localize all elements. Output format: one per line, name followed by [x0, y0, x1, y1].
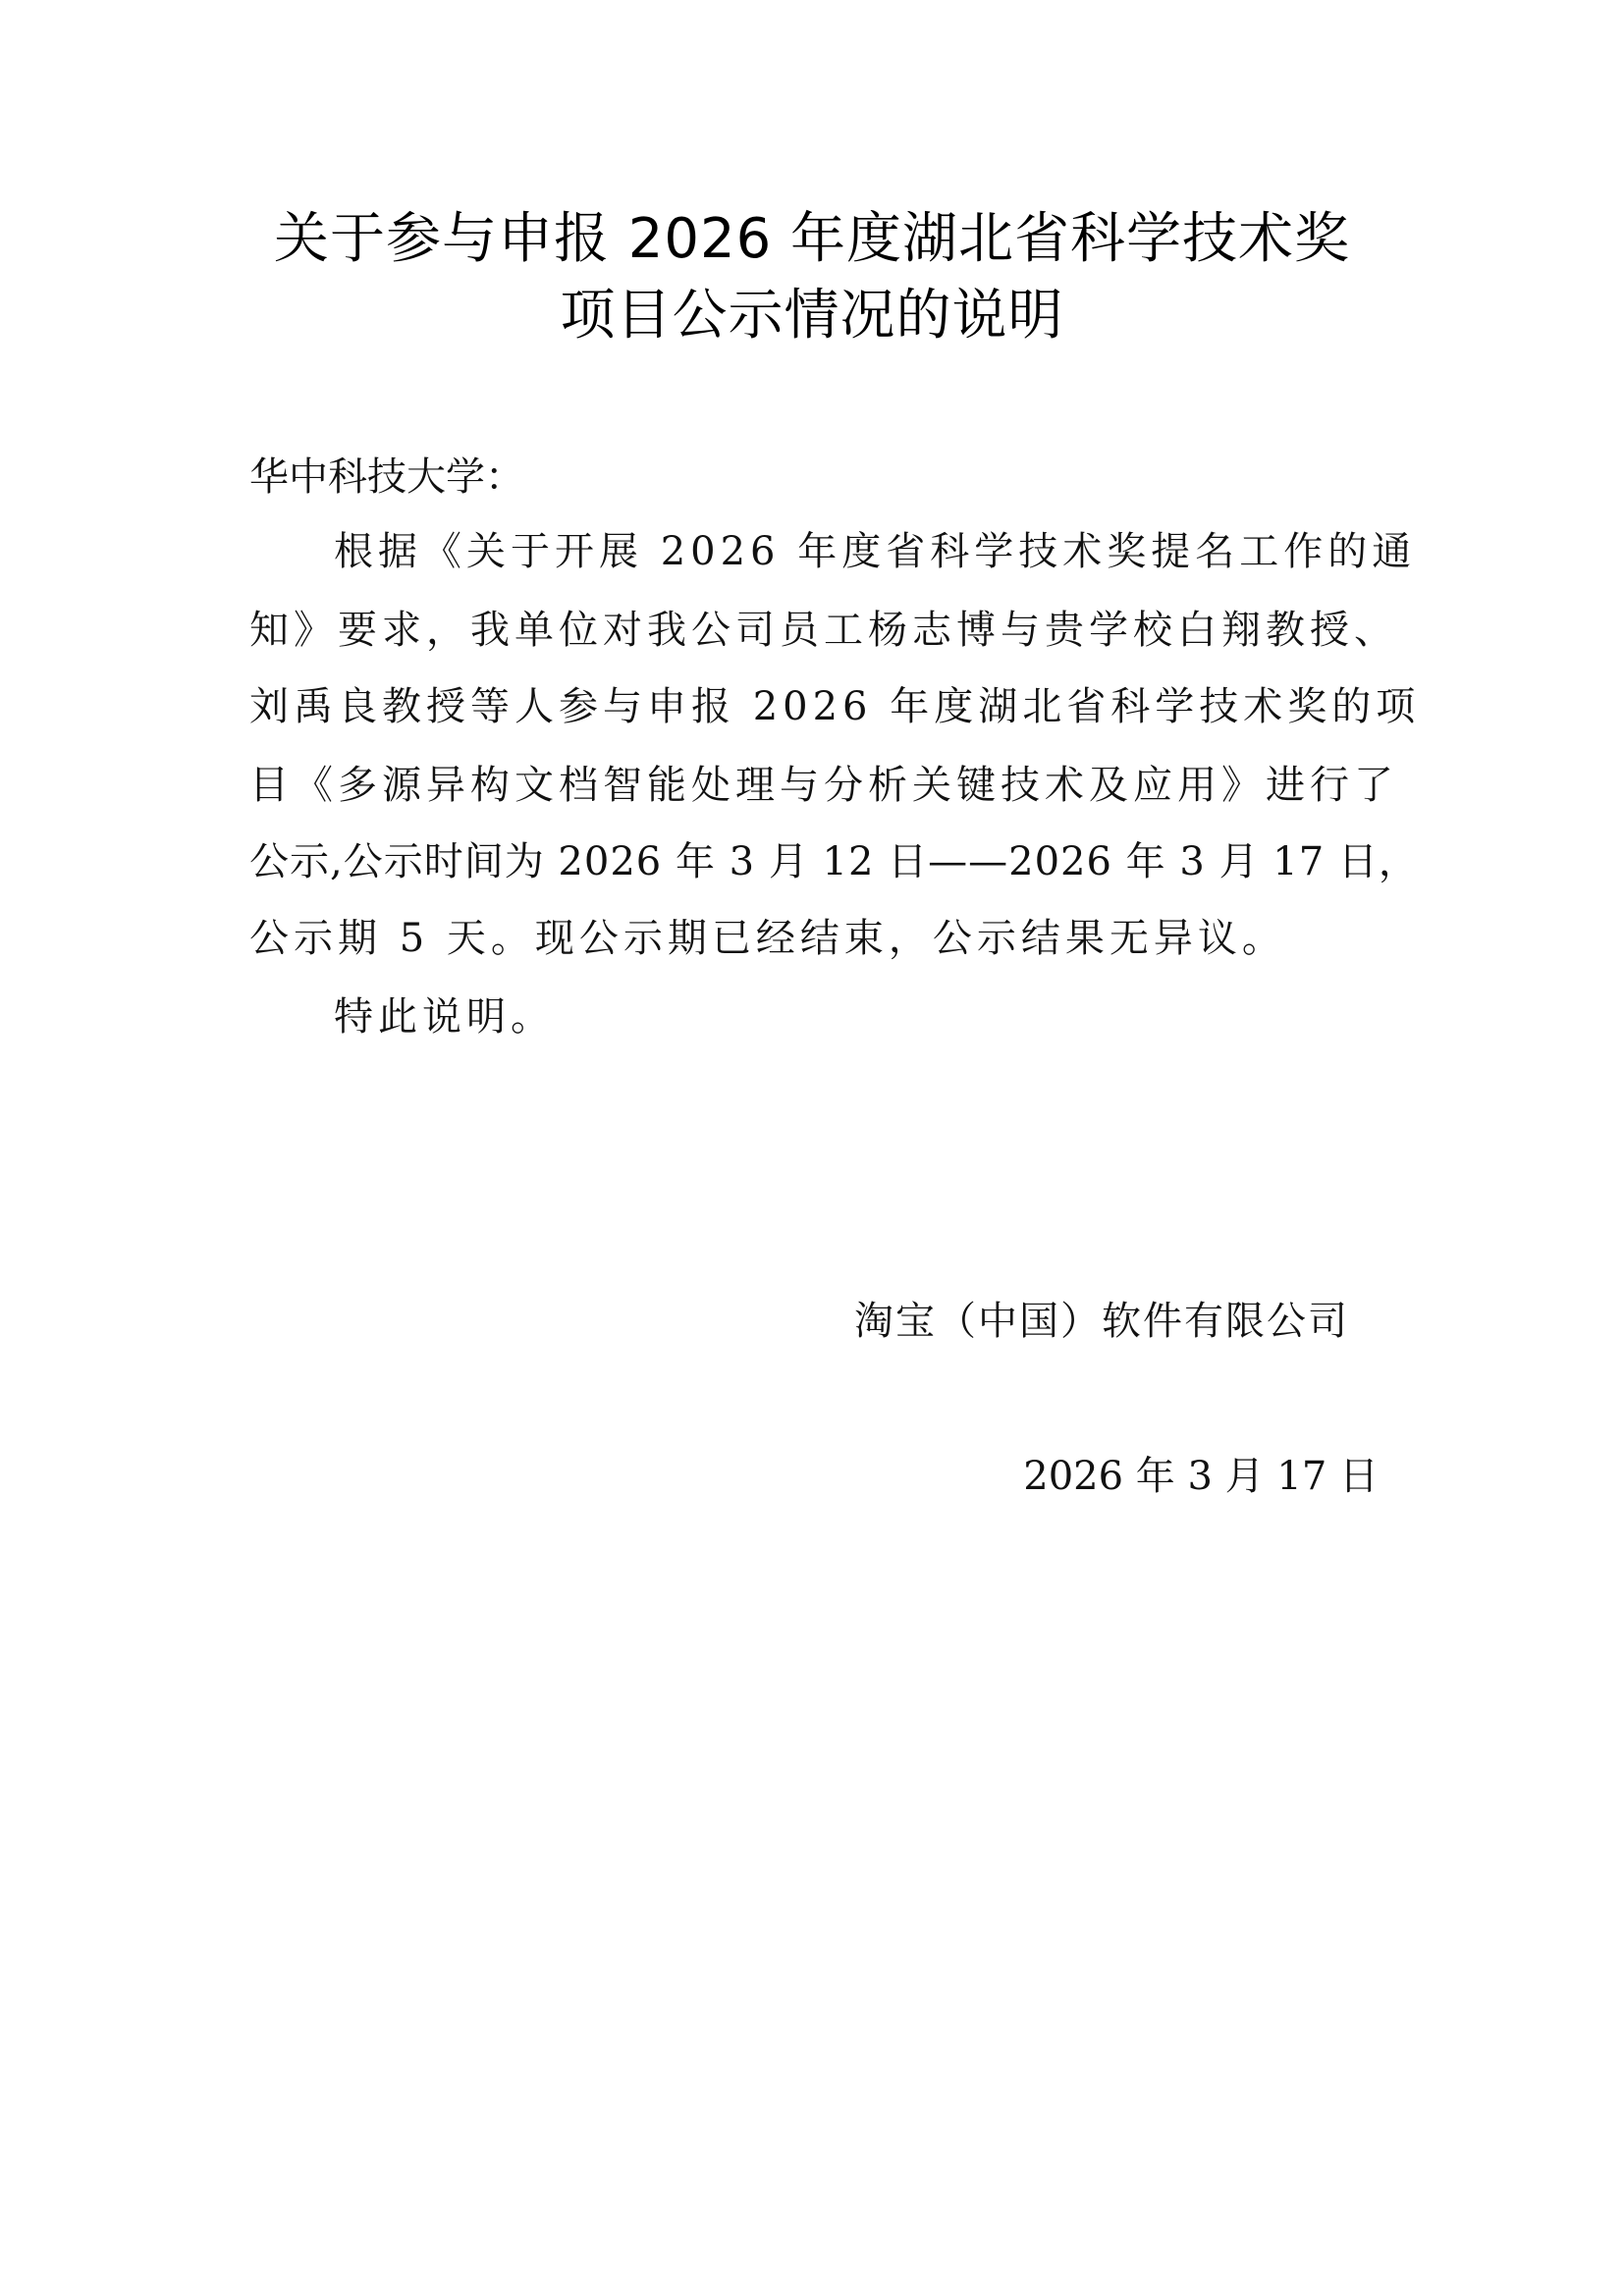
- document-title-line-1: 关于参与申报 2026 年度湖北省科学技术奖: [273, 207, 1351, 271]
- paragraph-line-6: 公示期 5 天。现公示期已经结束，公示结果无异议。: [249, 916, 1286, 961]
- paragraph-line-4: 目《多源异构文档智能处理与分析关键技术及应用》进行了: [249, 763, 1398, 808]
- paragraph-line-5: 公示,公示时间为 2026 年 3 月 12 日——2026 年 3 月 17 日，: [249, 839, 1419, 884]
- closing-statement: 特此说明。: [334, 994, 555, 1040]
- document-title-line-2: 项目公示情况的说明: [560, 284, 1064, 347]
- signature-date: 2026 年 3 月 17 日: [1023, 1454, 1379, 1499]
- paragraph-line-3: 刘禹良教授等人参与申报 2026 年度湖北省科学技术奖的项: [249, 684, 1421, 729]
- salutation: 华中科技大学：: [249, 454, 524, 500]
- paragraph-line-1: 根据《关于开展 2026 年度省科学技术奖提名工作的通: [334, 529, 1417, 574]
- signature-company: 淘宝（中国）软件有限公司: [854, 1299, 1349, 1344]
- paragraph-line-2: 知》要求，我单位对我公司员工杨志博与贵学校白翔教授、: [249, 608, 1398, 653]
